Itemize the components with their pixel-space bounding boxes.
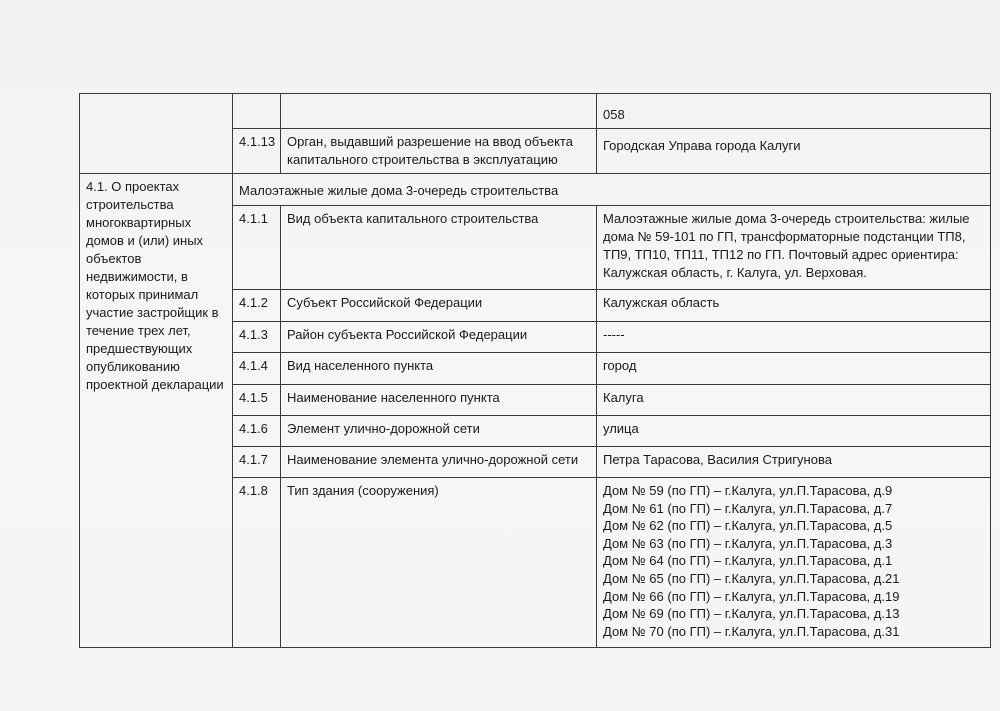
row-number: 4.1.6: [233, 416, 281, 447]
row-number: 4.1.2: [233, 290, 281, 322]
address-line: Дом № 61 (по ГП) – г.Калуга, ул.П.Тарасова, д.7: [603, 500, 893, 516]
building-addresses: [597, 478, 991, 648]
address-line: Дом № 59 (по ГП) – г.Калуга, ул.П.Тарасова, д.9: [603, 483, 893, 498]
section-cell-empty: [80, 94, 233, 174]
row-value: Городская Управа города Калуги: [597, 129, 991, 174]
declaration-table: [79, 93, 991, 648]
row-label: Вид объекта капитального строительства: [281, 206, 597, 290]
row-label: Район субъекта Российской Федерации: [281, 322, 597, 353]
row-label: Элемент улично-дорожной сети: [281, 416, 597, 447]
row-label: [281, 94, 597, 129]
address-line: Дом № 62 (по ГП) – г.Калуга, ул.П.Тарасова, д.5: [603, 518, 893, 534]
row-label: Орган, выдавший разрешение на ввод объекта капитального строительства в эксплуатацию: [281, 129, 597, 174]
row-label: Субъект Российской Федерации: [281, 290, 597, 322]
row-value: город: [597, 353, 991, 385]
row-label: Наименование элемента улично-дорожной сети: [281, 447, 597, 478]
table-row: [80, 94, 991, 129]
row-label: Тип здания (сооружения): [281, 478, 597, 648]
address-line: Дом № 66 (по ГП) – г.Калуга, ул.П.Тарасова, д.19: [603, 588, 900, 604]
row-value: Малоэтажные жилые дома 3-очередь строительства: жилые дома № 59-101 по ГП, трансформаторные подстанции ТП8, ТП9, ТП10, ТП11, ТП12 по ГП. Почтовый адрес ориентира: Калужская область, г. Калуга, ул. Верховая.: [597, 206, 991, 290]
address-line: Дом № 70 (по ГП) – г.Калуга, ул.П.Тарасова, д.31: [603, 623, 900, 639]
row-number: 4.1.13: [233, 129, 281, 174]
row-value: -----: [597, 322, 991, 353]
row-number: 4.1.3: [233, 322, 281, 353]
row-number: 4.1.5: [233, 385, 281, 416]
row-value: Калужская область: [597, 290, 991, 322]
section-title: 4.1. О проектах строительства многоквартирных домов и (или) иных объектов недвижимости, в которых принимал участие застройщик в течение трех лет, предшествующих опубликованию проектной декларации: [80, 174, 233, 648]
row-number: [233, 94, 281, 129]
row-number: 4.1.1: [233, 206, 281, 290]
table-row: [80, 174, 991, 206]
row-number: 4.1.8: [233, 478, 281, 648]
section-subheader: Малоэтажные жилые дома 3-очередь строительства: [233, 174, 991, 206]
address-line: Дом № 69 (по ГП) – г.Калуга, ул.П.Тарасова, д.13: [603, 606, 900, 622]
row-number: 4.1.7: [233, 447, 281, 478]
address-line: Дом № 65 (по ГП) – г.Калуга, ул.П.Тарасова, д.21: [603, 570, 900, 586]
address-line: Дом № 63 (по ГП) – г.Калуга, ул.П.Тарасова, д.3: [603, 535, 893, 551]
row-number: 4.1.4: [233, 353, 281, 385]
row-value: 058: [597, 94, 991, 129]
row-value: Калуга: [597, 385, 991, 416]
address-line: Дом № 64 (по ГП) – г.Калуга, ул.П.Тарасова, д.1: [603, 553, 893, 569]
row-label: Вид населенного пункта: [281, 353, 597, 385]
row-value: улица: [597, 416, 991, 447]
row-label: Наименование населенного пункта: [281, 385, 597, 416]
row-value: Петра Тарасова, Василия Стригунова: [597, 447, 991, 478]
